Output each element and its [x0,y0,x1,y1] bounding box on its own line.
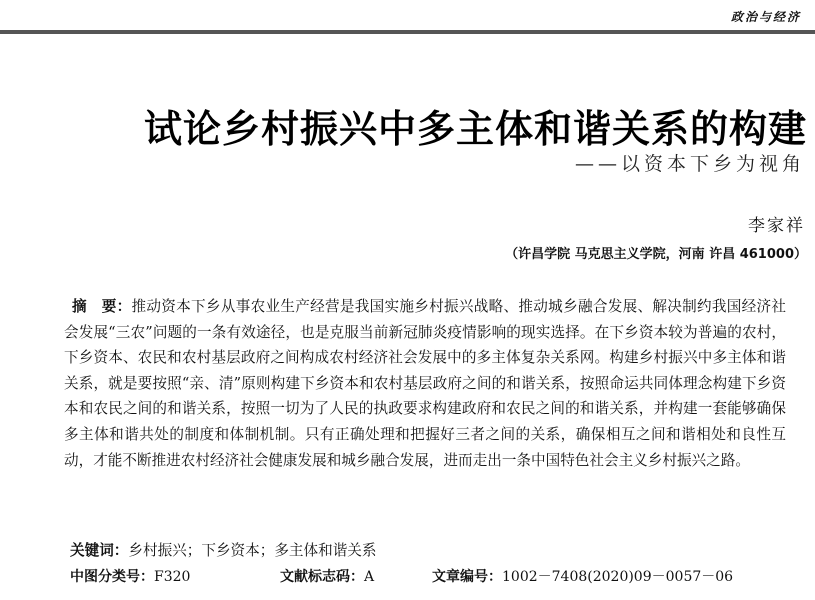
header-rule [0,30,815,34]
article-number-label: 文章编号： [432,569,502,585]
article-number-value: 1002－7408(2020)09－0057－06 [502,569,734,585]
clc-value: F320 [154,569,191,585]
doc-code-label: 文献标志码： [280,569,364,585]
clc-number [70,566,190,586]
doc-code-value: A [364,569,375,585]
author-affiliation: （许昌学院 马克思主义学院，河南 许昌 461000） [505,247,807,262]
document-code [280,566,374,586]
abstract-text: 推动资本下乡从事农业生产经营是我国实施乡村振兴战略、推动城乡融合发展、解决制约我国经济社会发展“三农”问题的一条有效途径，也是克服当前新冠肺炎疫情影响的现实选择。在下乡资本较为普遍的农村，下乡资本、农民和农村基层政府之间构成农村经济社会发展中的多主体复杂关系网。构建乡村振兴中多主体和谐关系，就是要按照“亲、清”原则构建下乡资本和农村基层政府之间的和谐关系，按照命运共同体理念构建下乡资本和农民之间的和谐关系，按照一切为了人民的执政要求构建政府和农民之间的和谐关系，并构建一套能够确保多主体和谐共处的制度和体制机制。只有正确处理和把握好三者之间的关系，确保相互之间和谐相处和良性互动，才能不断推进农村经济社会健康发展和城乡融合发展，进而走出一条中国特色社会主义乡村振兴之路。 [64,298,786,469]
keywords [70,539,377,560]
abstract [64,294,786,473]
abstract-label: 摘 要： [72,298,132,315]
clc-label: 中图分类号： [70,569,154,585]
author-name: 李家祥 [748,216,805,236]
keywords-text: 乡村振兴；下乡资本；多主体和谐关系 [128,542,377,559]
article-number [432,566,733,586]
journal-section-header: 政治与经济 [730,10,801,24]
keywords-label: 关键词： [70,542,129,559]
article-subtitle: ——以资本下乡为视角 [574,153,805,175]
article-title: 试论乡村振兴中多主体和谐关系的构建 [143,107,807,151]
